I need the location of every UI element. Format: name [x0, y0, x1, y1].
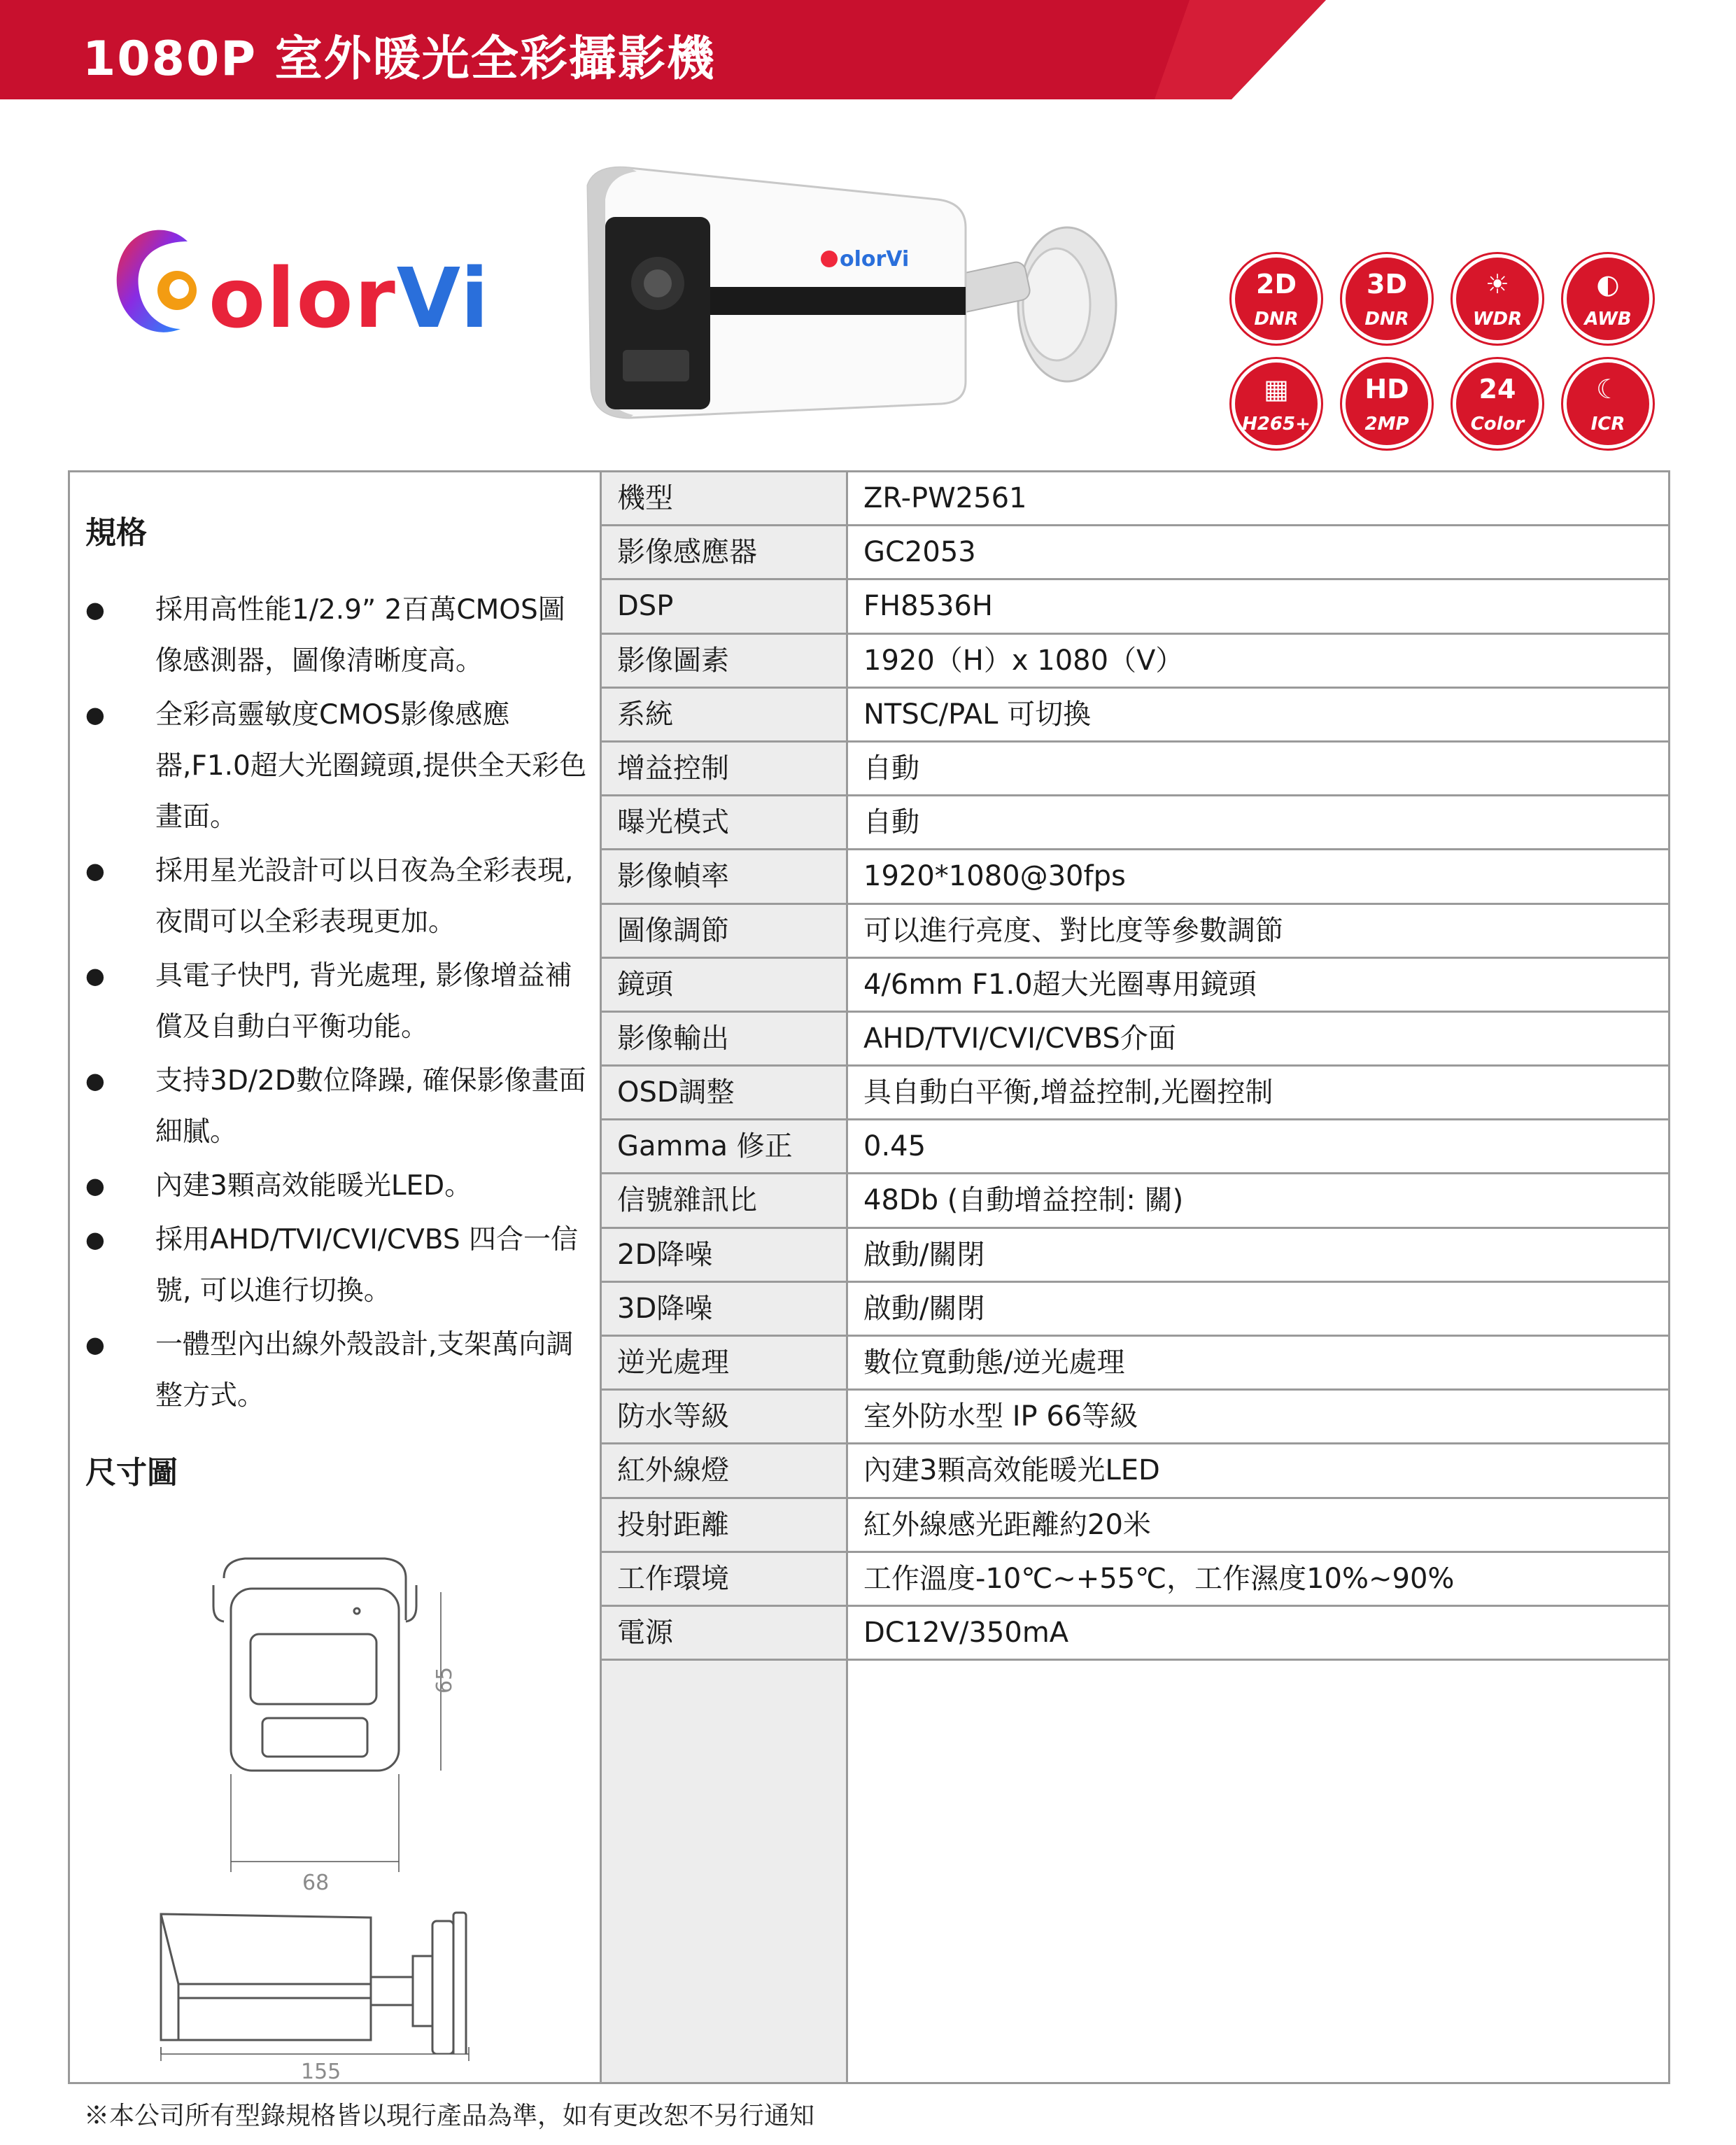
- spec-value: NTSC/PAL 可切換: [863, 698, 1092, 731]
- bullet-item: ● 採用星光設計可以日夜為全彩表現, 夜間可以全彩表現更加。: [85, 845, 589, 948]
- logo-text: olorVi: [209, 250, 491, 346]
- specs-heading: 規格: [85, 515, 147, 551]
- spec-value: 48Db (自動增益控制: 關): [863, 1184, 1184, 1217]
- page-title: 1080P 室外暖光全彩攝影機: [83, 31, 716, 87]
- table-row: [602, 580, 1670, 634]
- bullet-item: ● 具電子快門, 背光處理, 影像增益補償及自動白平衡功能。: [85, 950, 589, 1053]
- spec-value: 1920（H）x 1080（V）: [863, 644, 1184, 677]
- spec-label: 圖像調節: [602, 905, 848, 957]
- bullet-item: ● 採用高性能1/2.9” 2百萬CMOS圖像感測器，圖像清晰度高。: [85, 584, 589, 687]
- table-row: [602, 635, 1670, 689]
- dimensions-heading: 尺寸圖: [85, 1455, 178, 1491]
- bullet-dot-icon: ●: [85, 1172, 105, 1199]
- spec-value: 1920*1080@30fps: [863, 860, 1126, 893]
- spec-value: 紅外線感光距離約20米: [863, 1508, 1151, 1541]
- table-row: [602, 1067, 1670, 1120]
- bullet-item: ● 一體型內出線外殼設計,支架萬向調整方式。: [85, 1319, 589, 1421]
- camera-product-image: [574, 157, 1148, 437]
- spec-label: 機型: [602, 472, 848, 524]
- spec-frame: [68, 470, 1670, 2084]
- h265-icon: ▦ H265+: [1235, 363, 1318, 445]
- table-row: [602, 1120, 1670, 1174]
- spec-value: 啟動/關閉: [863, 1292, 985, 1325]
- 3d-dnr-icon: 3D DNR: [1346, 258, 1428, 340]
- table-row: [602, 1607, 1670, 1661]
- table-row: [602, 1444, 1670, 1498]
- table-row: [602, 1499, 1670, 1553]
- 2d-dnr-icon: 2D DNR: [1235, 258, 1318, 340]
- spec-label: 影像幀率: [602, 850, 848, 902]
- bullet-item: ● 全彩高靈敏度CMOS影像感應器,F1.0超大光圈鏡頭,提供全天彩色畫面。: [85, 689, 589, 843]
- spec-label: 曝光模式: [602, 796, 848, 848]
- bullet-dot-icon: ●: [85, 857, 105, 884]
- spec-value: GC2053: [863, 536, 976, 569]
- icr-icon: ☾ ICR: [1567, 363, 1649, 445]
- dimension-length-label: 155: [301, 2060, 341, 2082]
- spec-label: 防水等級: [602, 1391, 848, 1442]
- table-row: [602, 472, 1670, 526]
- dimension-drawing: [140, 1494, 574, 2054]
- bullet-item: ● 內建3顆高效能暖光LED。: [85, 1160, 589, 1211]
- table-row: [602, 1337, 1670, 1391]
- table-row: [602, 1229, 1670, 1283]
- dimension-width-label: 68: [302, 1871, 330, 1895]
- spec-value: 0.45: [863, 1130, 926, 1163]
- table-row: [602, 1391, 1670, 1444]
- spec-label: 2D降噪: [602, 1229, 848, 1281]
- table-row: [602, 959, 1670, 1013]
- table-row: [602, 526, 1670, 580]
- table-row: [602, 1553, 1670, 1607]
- spec-table: [602, 472, 1670, 1661]
- wdr-icon: ☀ WDR: [1456, 258, 1539, 340]
- spec-label: 鏡頭: [602, 959, 848, 1011]
- spec-label: 影像圖素: [602, 635, 848, 687]
- bullet-dot-icon: ●: [85, 962, 105, 989]
- feature-icons: [1235, 258, 1669, 460]
- spec-label: Gamma 修正: [602, 1120, 848, 1172]
- table-row: [602, 850, 1670, 904]
- bullet-dot-icon: ●: [85, 1226, 105, 1253]
- spec-value: ZR-PW2561: [863, 482, 1027, 514]
- spec-label: 影像感應器: [602, 526, 848, 578]
- left-column: [70, 472, 602, 2082]
- bullet-dot-icon: ●: [85, 1067, 105, 1094]
- bullet-dot-icon: ●: [85, 596, 105, 623]
- spec-value: 4/6mm F1.0超大光圈專用鏡頭: [863, 968, 1257, 1001]
- spec-value: 數位寬動態/逆光處理: [863, 1346, 1125, 1379]
- spec-label: OSD調整: [602, 1067, 848, 1118]
- spec-value: 內建3顆高效能暖光LED: [863, 1454, 1160, 1487]
- dimension-height-label: 65: [432, 1666, 457, 1694]
- spec-label: 逆光處理: [602, 1337, 848, 1388]
- spec-label: 投射距離: [602, 1499, 848, 1551]
- hd-2mp-icon: HD 2MP: [1346, 363, 1428, 445]
- table-row: [602, 743, 1670, 796]
- table-row: [602, 905, 1670, 959]
- spec-value: 啟動/關閉: [863, 1238, 985, 1271]
- bullet-dot-icon: ●: [85, 701, 105, 728]
- table-row: [602, 796, 1670, 850]
- spec-label: DSP: [602, 580, 848, 632]
- spec-value: 具自動白平衡,增益控制,光圈控制: [863, 1076, 1273, 1109]
- spec-value: FH8536H: [863, 590, 993, 623]
- header-banner: [0, 0, 1329, 99]
- table-row: [602, 1013, 1670, 1067]
- spec-label: 系統: [602, 689, 848, 740]
- footnote: ※本公司所有型錄規格皆以現行產品為準，如有更改恕不另行通知: [84, 2102, 815, 2130]
- bullet-dot-icon: ●: [85, 1331, 105, 1358]
- table-row: [602, 1283, 1670, 1337]
- 24h-color-icon: 24 Color: [1456, 363, 1539, 445]
- bullet-item: ● 採用AHD/TVI/CVI/CVBS 四合一信號, 可以進行切換。: [85, 1214, 589, 1316]
- camera-brand-text: olorVi: [840, 247, 910, 272]
- colorvi-logo: [104, 213, 491, 353]
- table-row: [602, 1174, 1670, 1228]
- awb-icon: ◐ AWB: [1567, 258, 1649, 340]
- dimension-length-drawing: [140, 2047, 490, 2082]
- spec-label: 3D降噪: [602, 1283, 848, 1335]
- table-row: [602, 689, 1670, 743]
- spec-label: 紅外線燈: [602, 1444, 848, 1496]
- spec-label: 信號雜訊比: [602, 1174, 848, 1226]
- spec-value: AHD/TVI/CVI/CVBS介面: [863, 1022, 1176, 1055]
- spec-value: 工作溫度-10℃~+55℃，工作濕度10%~90%: [863, 1562, 1455, 1595]
- spec-label: 工作環境: [602, 1553, 848, 1605]
- spec-value: DC12V/350mA: [863, 1616, 1069, 1649]
- spec-value: 室外防水型 IP 66等級: [863, 1400, 1138, 1433]
- bullet-item: ● 支持3D/2D數位降躁, 確保影像畫面細膩。: [85, 1055, 589, 1158]
- spec-value: 可以進行亮度、對比度等參數調節: [863, 914, 1283, 947]
- spec-value: 自動: [863, 806, 919, 839]
- spec-label: 影像輸出: [602, 1013, 848, 1064]
- feature-bullet-list: [85, 584, 589, 1424]
- spec-value: 自動: [863, 752, 919, 785]
- spec-label: 增益控制: [602, 743, 848, 794]
- spec-label: 電源: [602, 1607, 848, 1659]
- logo-c-mark: [104, 213, 216, 353]
